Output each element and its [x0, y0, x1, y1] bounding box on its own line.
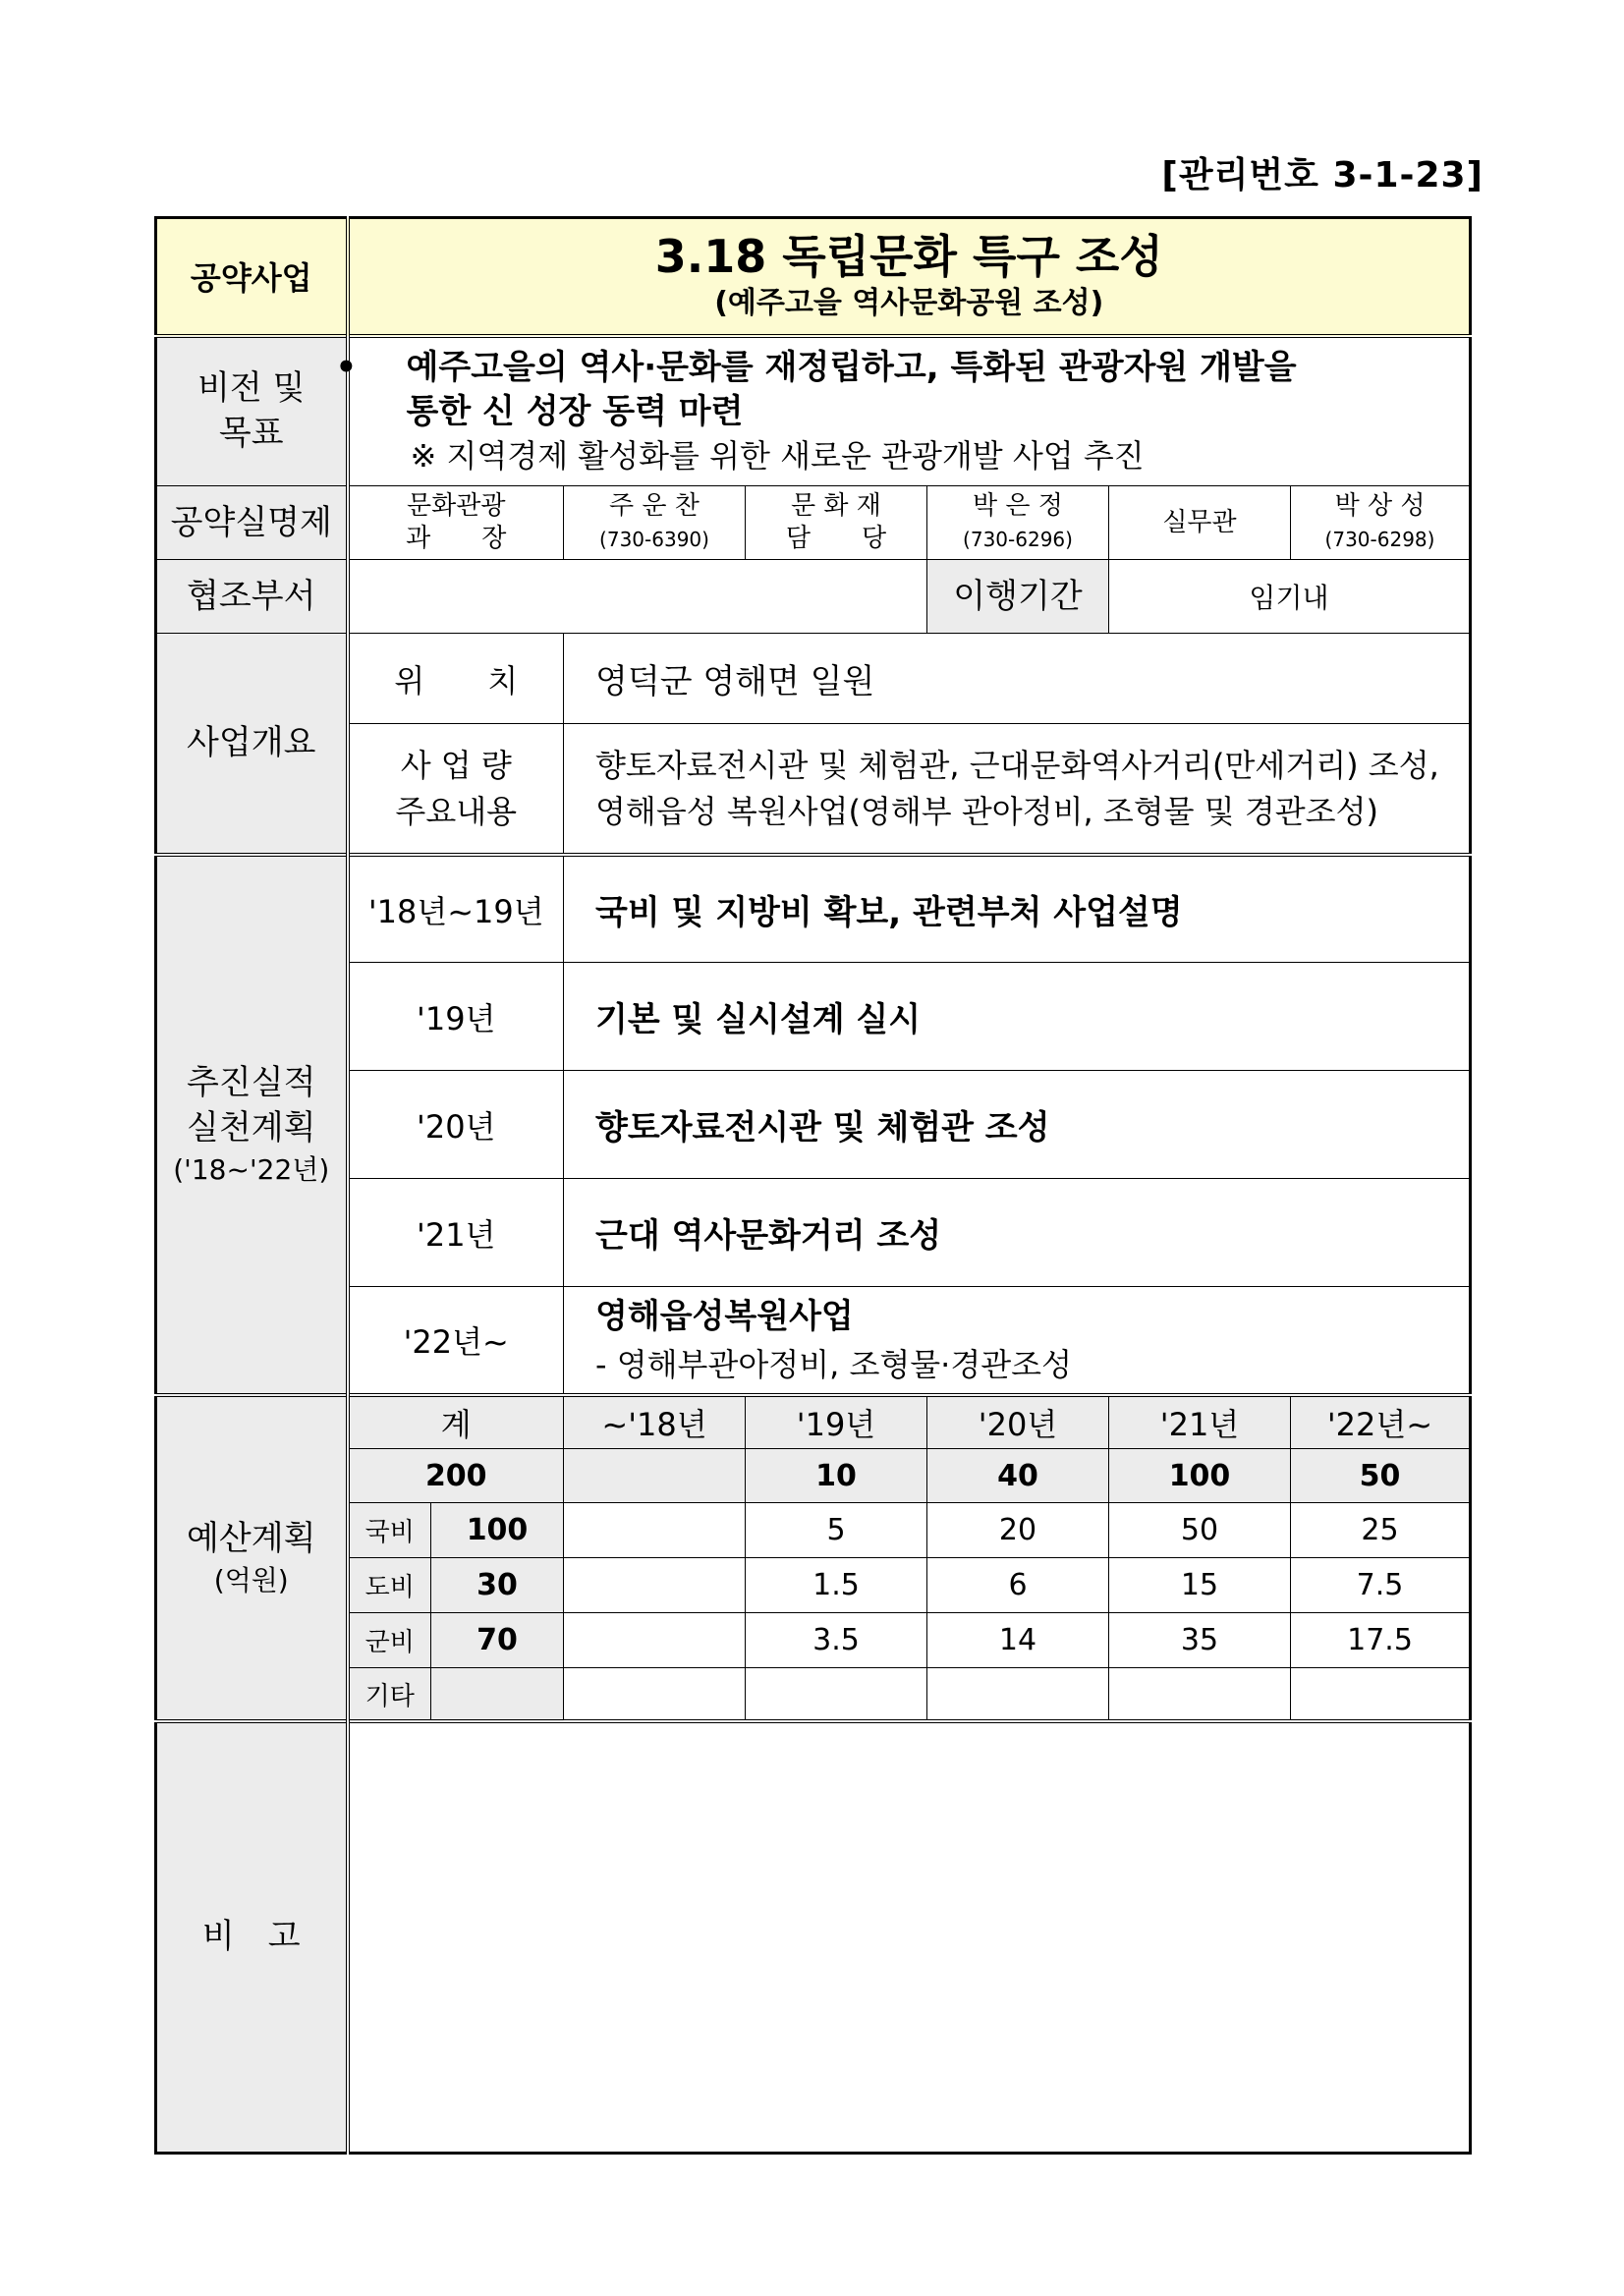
- budget-label-line2: (억원): [213, 1564, 289, 1597]
- budget-source-total: 30: [431, 1558, 564, 1613]
- budget-total: 100: [1109, 1449, 1291, 1503]
- content-line1: 향토자료전시관 및 체험관, 근대문화역사거리(만세거리) 조성,: [595, 747, 1439, 785]
- progress-year: '20년: [348, 1071, 564, 1179]
- staff-role: 실무관: [1109, 486, 1291, 560]
- budget-header: '22년~: [1291, 1395, 1471, 1449]
- budget-total: 50: [1291, 1449, 1471, 1503]
- budget-total: [564, 1449, 746, 1503]
- manager-official: [927, 486, 1109, 560]
- budget-cell: [1291, 1668, 1471, 1721]
- remarks-value: [348, 1721, 1471, 2154]
- remarks-label: 비 고: [156, 1721, 348, 2154]
- vision-content: [335, 336, 1471, 486]
- budget-header: 계: [348, 1395, 564, 1449]
- cooperation-row: [156, 560, 1471, 634]
- progress-row: [156, 963, 1471, 1071]
- manager-phone: (730-6296): [963, 528, 1073, 552]
- budget-source-total: [431, 1668, 564, 1721]
- budget-cell: 3.5: [746, 1613, 927, 1668]
- manager-name: 박 은 정: [973, 490, 1063, 521]
- vision-label: [156, 336, 348, 486]
- budget-cell: 15: [1109, 1558, 1291, 1613]
- title-cell: [348, 218, 1471, 336]
- budget-cell: [927, 1668, 1109, 1721]
- content-label-line2: 주요내용: [395, 792, 518, 830]
- budget-cell: 6: [927, 1558, 1109, 1613]
- budget-header: '21년: [1109, 1395, 1291, 1449]
- staff-phone: (730-6298): [1324, 528, 1435, 552]
- page-title: 3.18 독립문화 특구 조성: [654, 230, 1163, 284]
- manager-role: [746, 486, 927, 560]
- bullet-icon: •: [335, 347, 358, 387]
- progress-text-sub: - 영해부관아정비, 조형물·경관조성: [595, 1345, 1073, 1383]
- progress-year: '19년: [348, 963, 564, 1071]
- progress-year: '21년: [348, 1179, 564, 1287]
- budget-total-row: [156, 1449, 1471, 1503]
- dept-role-line2: 과 장: [406, 524, 507, 554]
- overview-location-row: [156, 634, 1471, 724]
- period-value: 임기내: [1109, 560, 1471, 634]
- budget-cell: [564, 1668, 746, 1721]
- progress-text-main: 영해읍성복원사업: [595, 1297, 854, 1337]
- budget-row: [156, 1503, 1471, 1558]
- cooperation-value: [348, 560, 927, 634]
- vision-text-line2: 통한 신 성장 동력 마련: [406, 392, 744, 432]
- progress-text: [564, 1287, 1471, 1395]
- manager-role-line1: 문 화 재: [791, 490, 881, 521]
- budget-cell: [746, 1668, 927, 1721]
- progress-label: [156, 855, 348, 1395]
- budget-total: 40: [927, 1449, 1109, 1503]
- progress-row: [156, 1071, 1471, 1179]
- remarks-row: [156, 1721, 1471, 2154]
- budget-row: [156, 1613, 1471, 1668]
- budget-row: [156, 1558, 1471, 1613]
- staff-name: 박 상 성: [1334, 490, 1426, 521]
- dept-official: [564, 486, 746, 560]
- budget-label: [156, 1395, 348, 1721]
- dept-phone: (730-6390): [599, 528, 709, 552]
- budget-source: 군비: [348, 1613, 431, 1668]
- budget-cell: 5: [746, 1503, 927, 1558]
- budget-cell: 14: [927, 1613, 1109, 1668]
- content-line2: 영해읍성 복원사업(영해부 관아정비, 조형물 및 경관조성): [595, 792, 1378, 830]
- budget-total: 200: [348, 1449, 564, 1503]
- dept-role: [348, 486, 564, 560]
- progress-row: [156, 1179, 1471, 1287]
- header-row: [156, 218, 1471, 336]
- progress-text: 향토자료전시관 및 체험관 조성: [564, 1071, 1471, 1179]
- staff-official: [1291, 486, 1471, 560]
- location-label: 위 치: [348, 634, 564, 724]
- progress-year: '18년~19년: [348, 855, 564, 963]
- budget-cell: 25: [1291, 1503, 1471, 1558]
- overview-content-row: [156, 724, 1471, 855]
- dept-name: 주 운 찬: [609, 490, 700, 521]
- pledge-table: [154, 216, 1472, 2155]
- budget-cell: [564, 1613, 746, 1668]
- budget-cell: 7.5: [1291, 1558, 1471, 1613]
- budget-source-total: 100: [431, 1503, 564, 1558]
- content-label: [348, 724, 564, 855]
- budget-label-line1: 예산계획: [187, 1519, 316, 1559]
- vision-text-line1: 예주고을의 역사·문화를 재정립하고, 특화된 관광자원 개발을: [406, 347, 1297, 387]
- budget-header: '20년: [927, 1395, 1109, 1449]
- period-label: 이행기간: [927, 560, 1109, 634]
- management-number: [관리번호 3-1-23]: [1161, 155, 1484, 196]
- manager-role-line2: 담 당: [785, 524, 887, 554]
- progress-label-line2: 실천계획: [187, 1108, 316, 1148]
- budget-cell: [564, 1558, 746, 1613]
- officials-label: 공약실명제: [156, 486, 348, 560]
- budget-cell: [564, 1503, 746, 1558]
- budget-source: 국비: [348, 1503, 431, 1558]
- content-value: [564, 724, 1471, 855]
- progress-text: 국비 및 지방비 확보, 관련부처 사업설명: [564, 855, 1471, 963]
- vision-note: ※ 지역경제 활성화를 위한 새로운 관광개발 사업 추진: [410, 437, 1145, 476]
- budget-row: [156, 1668, 1471, 1721]
- progress-text: 기본 및 실시설계 실시: [564, 963, 1471, 1071]
- budget-cell: 20: [927, 1503, 1109, 1558]
- progress-row: [156, 1287, 1471, 1395]
- content-label-line1: 사 업 량: [400, 747, 512, 785]
- budget-source-total: 70: [431, 1613, 564, 1668]
- location-value: 영덕군 영해면 일원: [564, 634, 1471, 724]
- vision-bullet-line: [335, 346, 1448, 391]
- budget-header-row: [156, 1395, 1471, 1449]
- cooperation-label: 협조부서: [156, 560, 348, 634]
- budget-cell: [1109, 1668, 1291, 1721]
- vision-label-line2: 목표: [218, 413, 284, 453]
- budget-source: 도비: [348, 1558, 431, 1613]
- page-subtitle: (예주고을 역사문화공원 조성): [714, 286, 1104, 321]
- budget-header: '19년: [746, 1395, 927, 1449]
- budget-cell: 17.5: [1291, 1613, 1471, 1668]
- progress-row: [156, 855, 1471, 963]
- dept-role-line1: 문화관광: [407, 490, 506, 521]
- header-label: 공약사업: [156, 218, 348, 336]
- overview-label: 사업개요: [156, 634, 348, 855]
- progress-label-line1: 추진실적: [187, 1063, 316, 1103]
- progress-year: '22년~: [348, 1287, 564, 1395]
- vision-row: [156, 336, 1471, 486]
- officials-row: [156, 486, 1471, 560]
- budget-cell: 35: [1109, 1613, 1291, 1668]
- budget-header: ~'18년: [564, 1395, 746, 1449]
- progress-label-line3: ('18~'22년): [173, 1152, 330, 1186]
- budget-source: 기타: [348, 1668, 431, 1721]
- budget-total: 10: [746, 1449, 927, 1503]
- budget-cell: 1.5: [746, 1558, 927, 1613]
- budget-cell: 50: [1109, 1503, 1291, 1558]
- progress-text: 근대 역사문화거리 조성: [564, 1179, 1471, 1287]
- vision-label-line1: 비전 및: [197, 368, 306, 409]
